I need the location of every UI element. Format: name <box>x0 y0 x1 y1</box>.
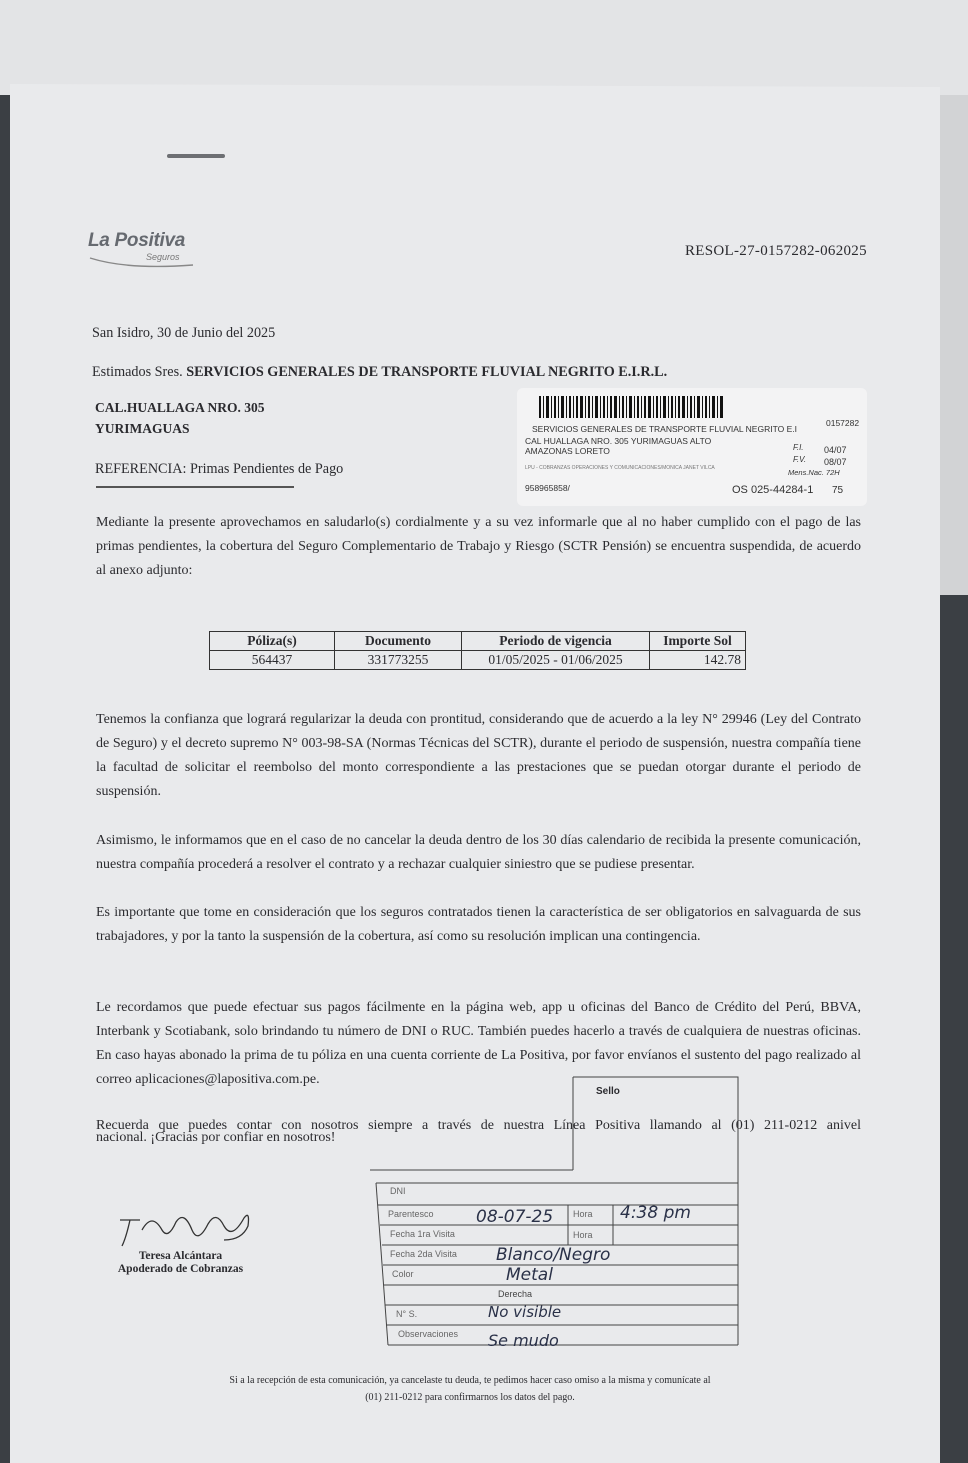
barcode-icon <box>539 396 723 418</box>
paragraph-obligation: Es importante que tome en consideración que los seguros contratados tienen la característica de ser obligatorios en salvaguarda de sus trabajadores, y por la tanto la suspensión de la cobertura, así como su resolución implican una contingencia. <box>96 905 861 944</box>
address-line-1: CAL.HUALLAGA NRO. 305 <box>95 400 265 415</box>
handwritten-time: 4:38 pm <box>620 1203 691 1223</box>
table-header-row <box>210 632 746 651</box>
cell-documento: 331773255 <box>335 651 462 670</box>
label-phone: 958965858/ <box>525 483 570 493</box>
stamp-field-dni: DNI <box>390 1186 406 1196</box>
handwritten-material: Metal <box>506 1265 553 1285</box>
label-service: Mens.Nac. 72H <box>788 468 840 477</box>
handwritten-ns: No visible <box>488 1303 562 1321</box>
paragraph-thanks: nacional. ¡Gracias por confiar en nosotros! <box>96 1130 336 1145</box>
signer-name: Teresa Alcántara <box>138 1250 223 1262</box>
label-address: CAL HUALLAGA NRO. 305 YURIMAGUAS ALTO <box>525 436 712 446</box>
signature-block <box>108 1250 253 1276</box>
stamp-hora-label-2: Hora <box>573 1230 593 1240</box>
stamp-field-ns: N° S. <box>396 1309 418 1319</box>
date-line: San Isidro, 30 de Junio del 2025 <box>92 325 276 341</box>
reference: REFERENCIA: Primas Pendientes de Pago <box>95 461 344 477</box>
staple <box>167 154 225 158</box>
paragraph-payment: Le recordamos que puede efectuar sus pagos fácilmente en la página web, app u oficinas del Banco de Crédito del Perú, BBVA, Interbank y Scotiabank, solo brindando tu número de DNI o RUC. También puedes hacerlo a través de cualquiera de nuestras oficinas. En caso hayas abonado la prima de tu póliza en una cuenta corriente de La Positiva, por favor envíanos el sustento del pago realizado al correo aplicaciones@lapositiva.com.pe. <box>96 1000 861 1087</box>
label-os: OS 025-44284-1 <box>732 484 814 496</box>
label-count: 75 <box>832 485 844 496</box>
shipping-label <box>517 388 867 506</box>
handwritten-observation: Se mudo <box>488 1331 559 1350</box>
reference-underline <box>96 486 294 488</box>
footer-line-2: (01) 211-0212 para confirmarnos los datos del pago. <box>365 1392 575 1403</box>
handwritten-signature <box>112 1200 257 1252</box>
policy-table <box>209 631 746 670</box>
label-code: 0157282 <box>826 418 860 428</box>
label-fv: 08/07 <box>824 457 847 467</box>
stamp-field-observaciones: Observaciones <box>398 1329 459 1339</box>
label-company: SERVICIOS GENERALES DE TRANSPORTE FLUVIAL NEGRITO E.I <box>532 424 797 434</box>
paragraph-deadline: Asimismo, le informamos que en el caso de no cancelar la deuda dentro de los 30 días calendario de recibida la presente comunicación, nuestra compañía procederá a resolver el contrato y a rechazar cualquier siniestro que se pudiese presentar. <box>96 833 861 872</box>
stamp-sello: Sello <box>596 1086 620 1097</box>
label-fi: 04/07 <box>824 445 847 455</box>
header-periodo: Periodo de vigencia <box>462 632 650 651</box>
handwritten-date: 08-07-25 <box>476 1207 554 1227</box>
resolution-number: RESOL-27-0157282-062025 <box>685 243 867 259</box>
footer-line-1: Si a la recepción de esta comunicación, ya cancelaste tu deuda, te pedimos hacer caso omiso a la misma y comunícate al <box>229 1375 711 1386</box>
cell-periodo: 01/05/2025 - 01/06/2025 <box>462 651 650 670</box>
cell-importe: 142.78 <box>650 651 746 670</box>
cell-poliza: 564437 <box>210 651 335 670</box>
signer-role: Apoderado de Cobranzas <box>117 1263 244 1275</box>
courier-stamp <box>368 1075 743 1350</box>
table-row <box>210 651 746 670</box>
stamp-field-parentesco: Parentesco <box>388 1209 434 1219</box>
greeting-prefix: Estimados Sres. <box>92 364 183 380</box>
address-line-2: YURIMAGUAS <box>95 421 190 436</box>
intro-paragraph: Mediante la presente aprovechamos en saludarlo(s) cordialmente y a su vez informarle que al no haber cumplido con el pago de las primas pendientes, la cobertura del Seguro Complementario de Trabajo y Riesgo (SCTR Pensión) se encuentra suspendida, de acuerdo al anexo adjunto: <box>96 515 861 578</box>
header-poliza: Póliza(s) <box>210 632 335 651</box>
label-region: AMAZONAS LORETO <box>525 446 610 456</box>
handwritten-color: Blanco/Negro <box>496 1245 611 1265</box>
stamp-field-color: Color <box>392 1269 414 1279</box>
stamp-hora-label-1: Hora <box>573 1209 593 1219</box>
company-name: SERVICIOS GENERALES DE TRANSPORTE FLUVIAL NEGRITO E.I.R.L. <box>186 364 668 380</box>
header-importe: Importe Sol <box>650 632 746 651</box>
greeting <box>92 360 667 384</box>
paragraph-law: Tenemos la confianza que logrará regularizar la deuda con prontitud, considerando que de acuerdo a la ley N° 29946 (Ley del Contrato de Seguro) y el decreto supremo N° 003-98-SA (Normas Técnicas del SCTR), durante el periodo de suspensión, nuestra compañía tiene la facultad de solicitar el reembolso del monto correspondiente a las prestaciones que se puedan otorgar durante el periodo de suspensión. <box>96 712 861 799</box>
paragraph-contact: Recuerda que puedes contar con nosotros siempre a través de nuestra Línea Positiva llamando al (01) 211-0212 anivel <box>96 1118 861 1133</box>
footer-note <box>150 1372 790 1406</box>
logo-subtext: Seguros <box>146 252 180 262</box>
la-positiva-logo <box>88 230 228 280</box>
stamp-field-fecha2: Fecha 2da Visita <box>390 1249 457 1259</box>
stamp-field-derecha: Derecha <box>498 1289 533 1299</box>
label-fv-label: F.V. <box>793 455 807 464</box>
label-sender: LPU - COBRANZAS OPERACIONES Y COMUNICACIONES/MONICA JANET VILCA <box>525 465 715 471</box>
logo-text: La Positiva <box>88 230 186 251</box>
background-sheet <box>0 0 968 95</box>
header-documento: Documento <box>335 632 462 651</box>
label-fi-label: F.I. <box>793 443 804 452</box>
logo-swoosh-icon <box>88 256 198 270</box>
stamp-field-fecha1: Fecha 1ra Visita <box>390 1229 455 1239</box>
